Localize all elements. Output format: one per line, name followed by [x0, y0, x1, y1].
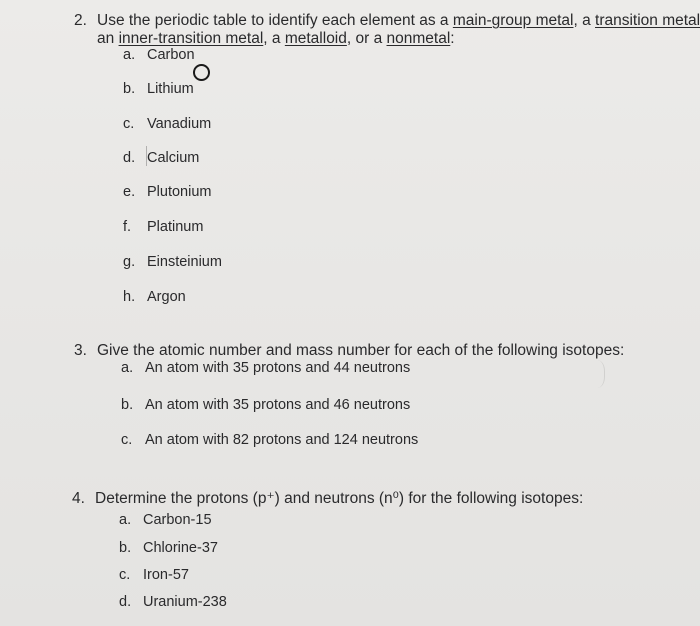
q4-item-d	[119, 593, 227, 611]
q2-item-text: Argon	[147, 289, 186, 305]
q2-item-text: Platinum	[147, 219, 204, 235]
pencil-stroke-mark	[146, 146, 147, 166]
q4-item-b	[119, 539, 218, 557]
q2-item-a	[123, 46, 195, 64]
q2-term-main-group: main-group metal	[452, 12, 574, 29]
q2-item-letter: c.	[123, 116, 135, 132]
q4-prompt: Determine the protons (p⁺) and neutrons (n⁰) for the following isotopes:	[95, 490, 584, 507]
q2-item-d	[123, 149, 199, 167]
q4-item-text: Uranium-238	[143, 594, 227, 610]
q3-item-text: An atom with 35 protons and 44 neutrons	[145, 360, 411, 376]
q3-item-c	[121, 431, 418, 449]
q2-prompt-text: Use the periodic table to identify each element as a	[97, 12, 453, 29]
handwritten-circle-mark	[193, 64, 210, 81]
q2-number: 2.	[74, 12, 87, 29]
q4-item-text: Chlorine-37	[143, 540, 218, 556]
q2-item-letter: g.	[123, 254, 136, 270]
q2-item-text: Lithium	[147, 81, 194, 97]
faint-pencil-mark	[586, 360, 605, 388]
q4-item-letter: a.	[119, 512, 132, 528]
q2-sep: , a	[263, 30, 285, 47]
q2-item-letter: f.	[123, 219, 132, 235]
q2-item-letter: d.	[123, 150, 136, 166]
q2-item-letter: e.	[123, 184, 136, 200]
q2-sep: , a	[573, 12, 596, 29]
q4-item-c	[119, 566, 189, 584]
q4-item-text: Carbon-15	[143, 512, 212, 528]
q2-term-transition: transition metal	[595, 12, 700, 29]
q2-item-e	[123, 183, 211, 201]
q2-item-text: Einsteinium	[147, 254, 222, 270]
q2-term-nonmetal: nonmetal	[386, 30, 451, 47]
q2-item-letter: a.	[123, 47, 136, 63]
q2-item-text: Carbon	[147, 47, 195, 63]
q3-item-letter: b.	[121, 397, 134, 413]
q2-item-g	[123, 253, 222, 271]
q2-sep: , or a	[346, 30, 387, 47]
q3-item-a	[121, 359, 410, 377]
q4-item-a	[119, 511, 212, 529]
q2-item-text: Calcium	[147, 150, 200, 166]
q2-item-f	[123, 218, 203, 236]
q4-item-letter: d.	[119, 594, 132, 610]
q2-prompt-line1	[97, 12, 700, 30]
q2-term-inner-transition: inner-transition metal	[118, 30, 264, 47]
q2-item-letter: b.	[123, 81, 136, 97]
q3-item-letter: a.	[121, 360, 134, 376]
q3-prompt: Give the atomic number and mass number for each of the following isotopes:	[97, 342, 625, 359]
q2-item-text: Vanadium	[147, 116, 212, 132]
q2-item-letter: h.	[123, 289, 136, 305]
q3-item-text: An atom with 82 protons and 124 neutrons	[145, 432, 419, 448]
q2-prompt-text: an	[97, 30, 119, 47]
q2-sep: :	[450, 30, 455, 47]
q2-term-metalloid: metalloid	[284, 30, 347, 47]
q4-number: 4.	[72, 490, 85, 507]
q3-item-text: An atom with 35 protons and 46 neutrons	[145, 397, 411, 413]
q4-item-letter: b.	[119, 540, 132, 556]
q2-item-b	[123, 80, 194, 98]
q4-item-letter: c.	[119, 567, 131, 583]
q2-item-h	[123, 288, 186, 306]
q3-item-b	[121, 396, 410, 414]
q4-item-text: Iron-57	[143, 567, 189, 583]
q3-item-letter: c.	[121, 432, 133, 448]
q2-item-c	[123, 115, 211, 133]
q3-number: 3.	[74, 342, 87, 359]
q2-item-text: Plutonium	[147, 184, 212, 200]
